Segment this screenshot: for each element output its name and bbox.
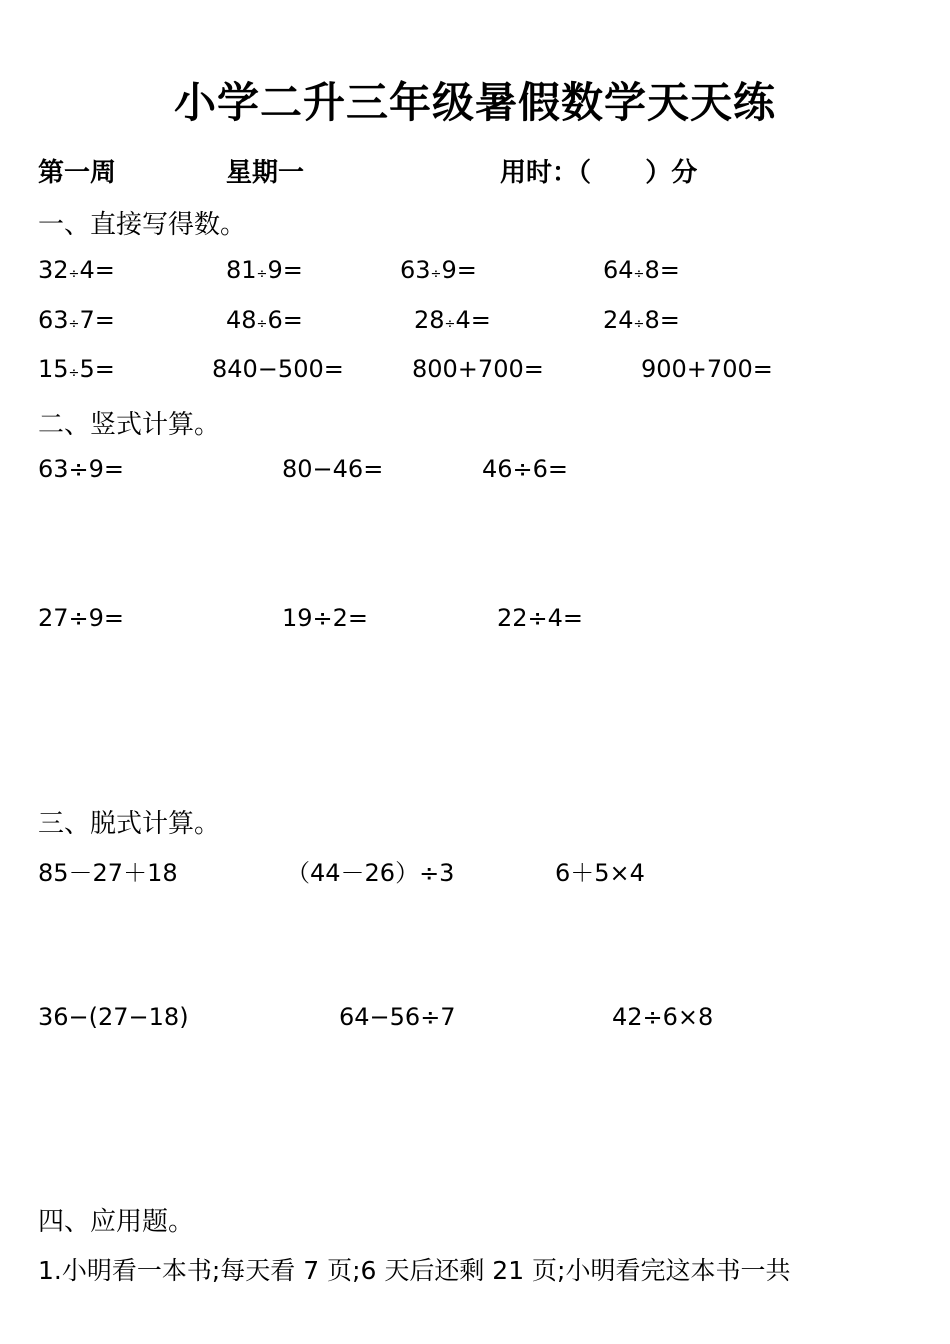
page-title: 小学二升三年级暑假数学天天练	[173, 78, 776, 127]
mental-problem: 48÷6=	[226, 306, 303, 334]
mental-problem: 64÷8=	[603, 256, 680, 284]
vertical-problem: 80−46=	[282, 455, 384, 483]
mental-problem: 800+700=	[412, 355, 544, 383]
mental-problem: 81÷9=	[226, 256, 303, 284]
mental-problem: 63÷9=	[400, 256, 477, 284]
section4-heading: 四、应用题。	[38, 1207, 195, 1237]
section2-heading: 二、竖式计算。	[38, 410, 221, 440]
word-problem-1: 1.小明看一本书;每天看 7 页;6 天后还剩 21 页;小明看完这本书一共	[38, 1256, 791, 1285]
mental-problem: 32÷4=	[38, 256, 115, 284]
vertical-problem: 22÷4=	[497, 604, 584, 632]
mental-problem: 840−500=	[212, 355, 344, 383]
section1-heading: 一、直接写得数。	[38, 210, 247, 240]
stepwise-problem: 64−56÷7	[339, 1003, 456, 1031]
stepwise-problem: （44－26）÷3	[286, 859, 455, 887]
mental-problem: 24÷8=	[603, 306, 680, 334]
vertical-problem: 19÷2=	[282, 604, 369, 632]
vertical-problem: 27÷9=	[38, 604, 125, 632]
week-label: 第一周	[38, 158, 117, 188]
stepwise-problem: 42÷6×8	[612, 1003, 714, 1031]
vertical-problem: 63÷9=	[38, 455, 125, 483]
stepwise-problem: 85－27＋18	[38, 859, 178, 887]
mental-problem: 900+700=	[641, 355, 773, 383]
day-label: 星期一	[226, 158, 305, 188]
stepwise-problem: 36−(27−18)	[38, 1003, 189, 1031]
stepwise-problem: 6＋5×4	[555, 859, 645, 887]
vertical-problem: 46÷6=	[482, 455, 569, 483]
mental-problem: 15÷5=	[38, 355, 115, 383]
time-label: 用时：（ ）分	[500, 158, 698, 188]
section3-heading: 三、脱式计算。	[38, 809, 221, 839]
mental-problem: 63÷7=	[38, 306, 115, 334]
mental-problem: 28÷4=	[414, 306, 491, 334]
